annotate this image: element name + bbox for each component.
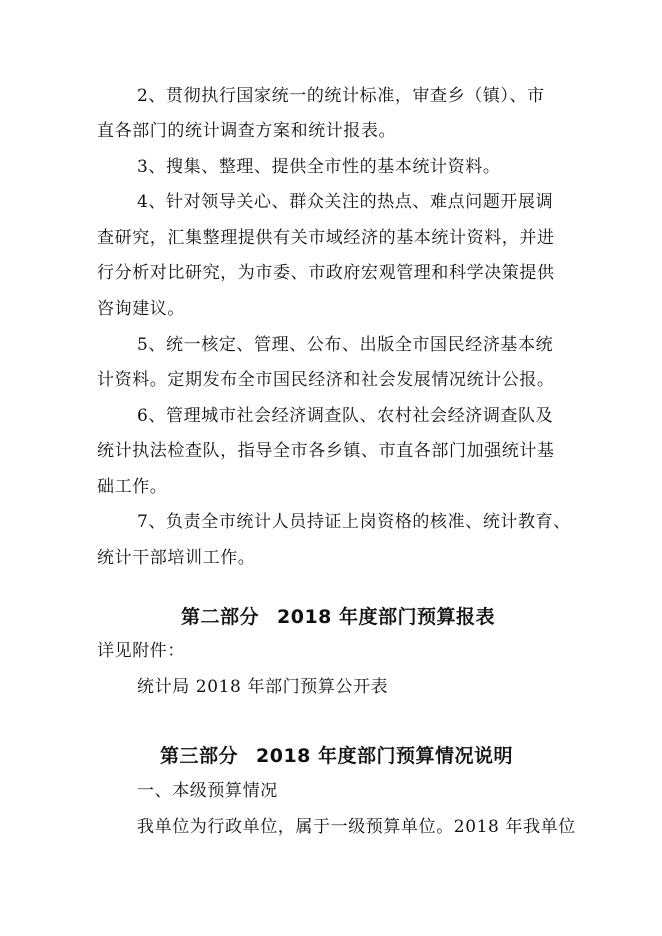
- attachment-link[interactable]: 统计局 2018 年部门预算公开表: [137, 677, 389, 697]
- paragraph-line: 4、针对领导关心、群众关注的热点、难点问题开展调: [137, 192, 554, 212]
- attachment-label: 详见附件：: [97, 641, 185, 661]
- paragraph-line: 3、搜集、整理、提供全市性的基本统计资料。: [137, 157, 501, 177]
- paragraph-line: 6、管理城市社会经济调查队、农村社会经济调查队及: [137, 406, 554, 426]
- section-part-label: 第二部分: [181, 606, 260, 628]
- subheading: 一、本级预算情况: [137, 781, 278, 801]
- paragraph-line: 统计干部培训工作。: [97, 548, 256, 568]
- section-title: 2018 年度部门预算情况说明: [256, 745, 514, 767]
- section-title: 2018 年度部门预算报表: [277, 606, 496, 628]
- section-part-label: 第三部分: [160, 745, 239, 767]
- paragraph-line: 计资料。定期发布全市国民经济和社会发展情况统计公报。: [97, 370, 555, 390]
- paragraph-line: 2、贯彻执行国家统一的统计标准，审查乡（镇）、市: [137, 86, 545, 106]
- paragraph-line: 咨询建议。: [97, 299, 185, 319]
- paragraph-line: 础工作。: [97, 477, 168, 497]
- paragraph-line: 行分析对比研究，为市委、市政府宏观管理和科学决策提供: [97, 263, 555, 283]
- paragraph-line: 我单位为行政单位，属于一级预算单位。2018 年我单位: [137, 817, 576, 837]
- section-heading: [160, 745, 513, 767]
- section-heading: [181, 606, 495, 628]
- paragraph-line: 统计执法检查队，指导全市各乡镇、市直各部门加强统计基: [97, 441, 555, 461]
- paragraph-line: 7、负责全市统计人员持证上岗资格的核准、统计教育、: [137, 512, 571, 532]
- paragraph-line: 查研究，汇集整理提供有关市域经济的基本统计资料，并进: [97, 228, 555, 248]
- paragraph-line: 直各部门的统计调查方案和统计报表。: [97, 121, 397, 141]
- paragraph-line: 5、统一核定、管理、公布、出版全市国民经济基本统: [137, 335, 554, 355]
